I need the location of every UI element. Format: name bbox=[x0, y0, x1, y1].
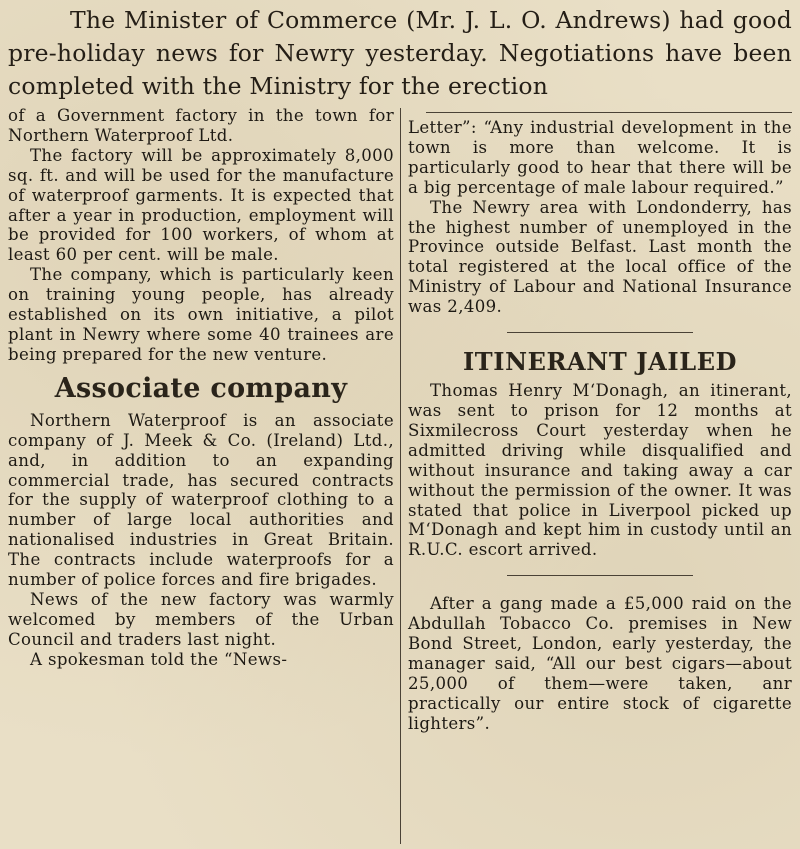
article-paragraph: After a gang made a £5,000 raid on the Abdullah Tobacco Co. premises in New Bond Street, London, early yesterday, the manager said, “All our best cigars—about 25,000 of them—were taken, anr practically our entire stock of cigarette lighters”. bbox=[408, 594, 792, 733]
right-column bbox=[408, 106, 792, 734]
column-divider bbox=[400, 108, 401, 844]
article-paragraph: of a Government factory in the town for Northern Waterproof Ltd. bbox=[8, 106, 394, 145]
lead-paragraph: The Minister of Commerce (Mr. J. L. O. Andrews) had good pre-holiday news for Newry yesterday. Negotiations have been completed with the Ministry for the erection bbox=[8, 6, 792, 100]
article-paragraph: A spokesman told the “News- bbox=[30, 649, 288, 669]
article-paragraph: The Newry area with Londonderry, has the highest number of unemployed in the Province outside Belfast. Last month the total registered at the local office of the Ministry of Labour and National Insurance was 2,409. bbox=[408, 197, 792, 317]
headline-itinerant-jailed: ITINERANT JAILED bbox=[462, 347, 738, 377]
section-separator bbox=[507, 575, 693, 576]
article-paragraph: The factory will be approximately 8,000 sq. ft. and will be used for the manufacture of waterproof garments. It is expected that after a year in production, employment will be provided for 100 workers, of whom at least 60 per cent. will be male. bbox=[8, 145, 394, 265]
subheading-associate-company: Associate company bbox=[54, 372, 348, 404]
article-paragraph: News of the new factory was warmly welcomed by members of the Urban Council and traders last night. bbox=[8, 589, 394, 649]
article-paragraph: Thomas Henry M‘Donagh, an itinerant, was sent to prison for 12 months at Sixmilecross Court yesterday when he admitted driving while disqualified and without insurance and taking away a car without the permission of the owner. It was stated that police in Liverpool picked up M‘Donagh and kept him in custody until an R.U.C. escort arrived. bbox=[408, 381, 792, 560]
article-paragraph: Northern Waterproof is an associate company of J. Meek & Co. (Ireland) Ltd., and, in addition to an expanding commercial trade, has secured contracts for the supply of waterproof clothing to a number of large local authorities and nationalised industries in Great Britain. The contracts include waterproofs for a number of police forces and fire brigades. bbox=[8, 410, 394, 590]
article-paragraph: The company, which is particularly keen on training young people, has already established on its own initiative, a pilot plant in Newry where some 40 trainees are being prepared for the new venture. bbox=[8, 265, 394, 364]
left-column bbox=[8, 106, 394, 670]
article-paragraph: Letter”: “Any industrial development in the town is more than welcome. It is particularly good to hear that there will be a big percentage of male labour required.” bbox=[408, 118, 792, 197]
section-separator bbox=[507, 332, 693, 333]
